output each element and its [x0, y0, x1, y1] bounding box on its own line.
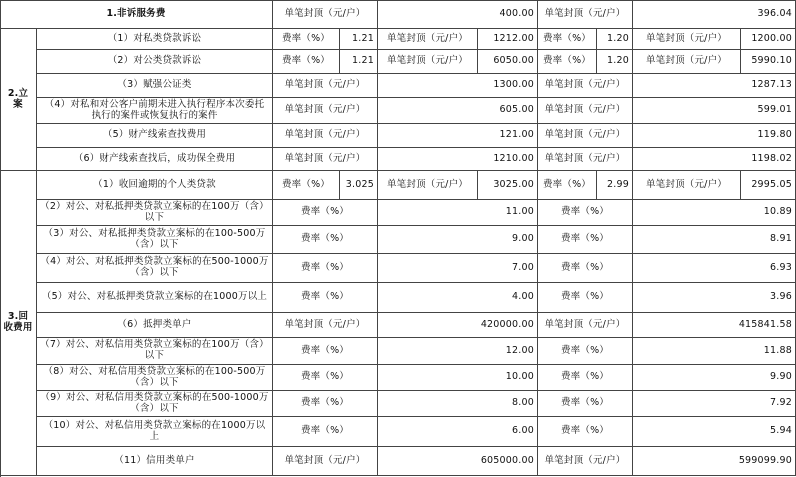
- cap-label-left: 单笔封顶（元/户）: [378, 171, 478, 200]
- unit-label-right: 费率（%）: [538, 283, 633, 313]
- item-label: 1.非诉服务费: [0, 0, 273, 29]
- table-top-border: [0, 0, 796, 1]
- unit-label-left: 费率（%）: [273, 365, 378, 391]
- unit-label-left: 单笔封顶（元/户）: [273, 0, 378, 29]
- value-left: 11.00: [378, 200, 538, 226]
- value-left: 12.00: [378, 338, 538, 365]
- unit-label-left: 费率（%）: [273, 417, 378, 447]
- value-right: 415841.58: [633, 313, 796, 338]
- value-left: 8.00: [378, 391, 538, 417]
- value-left: 4.00: [378, 283, 538, 313]
- item-label: （7）对公、对私信用类贷款立案标的在100万（含）以下: [37, 338, 273, 365]
- unit-label-right: 费率（%）: [538, 391, 633, 417]
- rate-label-right: 费率（%）: [538, 171, 597, 200]
- unit-label-right: 费率（%）: [538, 338, 633, 365]
- value-right: 599099.90: [633, 447, 796, 476]
- item-label: （9）对公、对私信用类贷款立案标的在500-1000万（含）以下: [37, 391, 273, 417]
- unit-label-left: 费率（%）: [273, 226, 378, 254]
- item-label: （3）对公、对私抵押类贷款立案标的在100-500万（含）以下: [37, 226, 273, 254]
- unit-label-left: 单笔封顶（元/户）: [273, 313, 378, 338]
- item-label: （5）财产线索查找费用: [37, 124, 273, 148]
- value-right: 10.89: [633, 200, 796, 226]
- unit-label-left: 单笔封顶（元/户）: [273, 74, 378, 98]
- unit-label-left: 单笔封顶（元/户）: [273, 148, 378, 171]
- rate-label-left: 费率（%）: [273, 171, 340, 200]
- unit-label-left: 费率（%）: [273, 254, 378, 283]
- value-right: 11.88: [633, 338, 796, 365]
- cap-label-left: 单笔封顶（元/户）: [378, 29, 478, 50]
- value-left: 1210.00: [378, 148, 538, 171]
- unit-label-left: 单笔封顶（元/户）: [273, 447, 378, 476]
- item-label: （1）对私类贷款诉讼: [37, 29, 273, 50]
- item-label: （11）信用类单户: [37, 447, 273, 476]
- value-right: 6.93: [633, 254, 796, 283]
- item-label: （5）对公、对私抵押类贷款立案标的在1000万以上: [37, 283, 273, 313]
- value-left: 420000.00: [378, 313, 538, 338]
- value-right: 5.94: [633, 417, 796, 447]
- rate-label-left: 费率（%）: [273, 50, 340, 74]
- cap-value-right: 5990.10: [741, 50, 796, 74]
- item-label: （8）对公、对私信用类贷款立案标的在100-500万（含）以下: [37, 365, 273, 391]
- unit-label-right: 单笔封顶（元/户）: [538, 447, 633, 476]
- value-right: 8.91: [633, 226, 796, 254]
- item-label: （6）抵押类单户: [37, 313, 273, 338]
- rate-value-left: 1.21: [340, 29, 378, 50]
- rate-value-right: 2.99: [597, 171, 633, 200]
- value-left: 7.00: [378, 254, 538, 283]
- item-label: （4）对私和对公客户前期未进入执行程序本次委托执行的案件或恢复执行的案件: [37, 98, 273, 124]
- value-right: 3.96: [633, 283, 796, 313]
- value-right: 1287.13: [633, 74, 796, 98]
- cap-value-left: 1212.00: [478, 29, 538, 50]
- value-right: 7.92: [633, 391, 796, 417]
- value-left: 6.00: [378, 417, 538, 447]
- rate-value-right: 1.20: [597, 29, 633, 50]
- value-left: 10.00: [378, 365, 538, 391]
- rate-value-left: 1.21: [340, 50, 378, 74]
- item-label: （1）收回逾期的个人类贷款: [37, 171, 273, 200]
- cap-label-left: 单笔封顶（元/户）: [378, 50, 478, 74]
- unit-label-right: 单笔封顶（元/户）: [538, 98, 633, 124]
- value-right: 396.04: [633, 0, 796, 29]
- unit-label-right: 费率（%）: [538, 417, 633, 447]
- rate-label-right: 费率（%）: [538, 50, 597, 74]
- value-right: 9.90: [633, 365, 796, 391]
- rate-value-left: 3.025: [340, 171, 378, 200]
- unit-label-left: 单笔封顶（元/户）: [273, 98, 378, 124]
- cap-value-left: 6050.00: [478, 50, 538, 74]
- item-label: （2）对公、对私抵押类贷款立案标的在100万（含）以下: [37, 200, 273, 226]
- rate-label-left: 费率（%）: [273, 29, 340, 50]
- unit-label-right: 费率（%）: [538, 226, 633, 254]
- value-left: 605000.00: [378, 447, 538, 476]
- cap-value-right: 1200.00: [741, 29, 796, 50]
- unit-label-left: 费率（%）: [273, 338, 378, 365]
- cap-label-right: 单笔封顶（元/户）: [633, 29, 741, 50]
- item-label: （4）对公、对私抵押类贷款立案标的在500-1000万（含）以下: [37, 254, 273, 283]
- unit-label-right: 单笔封顶（元/户）: [538, 0, 633, 29]
- unit-label-left: 单笔封顶（元/户）: [273, 124, 378, 148]
- value-right: 1198.02: [633, 148, 796, 171]
- unit-label-right: 费率（%）: [538, 254, 633, 283]
- group-label-cell: 2.立案: [0, 29, 37, 171]
- value-right: 599.01: [633, 98, 796, 124]
- rate-label-right: 费率（%）: [538, 29, 597, 50]
- value-left: 1300.00: [378, 74, 538, 98]
- value-left: 121.00: [378, 124, 538, 148]
- value-left: 605.00: [378, 98, 538, 124]
- unit-label-right: 单笔封顶（元/户）: [538, 148, 633, 171]
- cap-label-right: 单笔封顶（元/户）: [633, 171, 741, 200]
- cap-label-right: 单笔封顶（元/户）: [633, 50, 741, 74]
- unit-label-right: 费率（%）: [538, 365, 633, 391]
- unit-label-right: 单笔封顶（元/户）: [538, 124, 633, 148]
- item-label: （10）对公、对私信用类贷款立案标的在1000万以上: [37, 417, 273, 447]
- unit-label-left: 费率（%）: [273, 200, 378, 226]
- item-label: （3）赋强公证类: [37, 74, 273, 98]
- table-left-border: [0, 0, 1, 477]
- rate-value-right: 1.20: [597, 50, 633, 74]
- value-left: 9.00: [378, 226, 538, 254]
- value-right: 119.80: [633, 124, 796, 148]
- group-label-cell: 3.回收费用: [0, 171, 37, 476]
- cap-value-right: 2995.05: [741, 171, 796, 200]
- value-left: 400.00: [378, 0, 538, 29]
- unit-label-right: 单笔封顶（元/户）: [538, 313, 633, 338]
- unit-label-right: 费率（%）: [538, 200, 633, 226]
- unit-label-right: 单笔封顶（元/户）: [538, 74, 633, 98]
- unit-label-left: 费率（%）: [273, 283, 378, 313]
- item-label: （2）对公类贷款诉讼: [37, 50, 273, 74]
- cap-value-left: 3025.00: [478, 171, 538, 200]
- item-label: （6）财产线索查找后，成功保全费用: [37, 148, 273, 171]
- unit-label-left: 费率（%）: [273, 391, 378, 417]
